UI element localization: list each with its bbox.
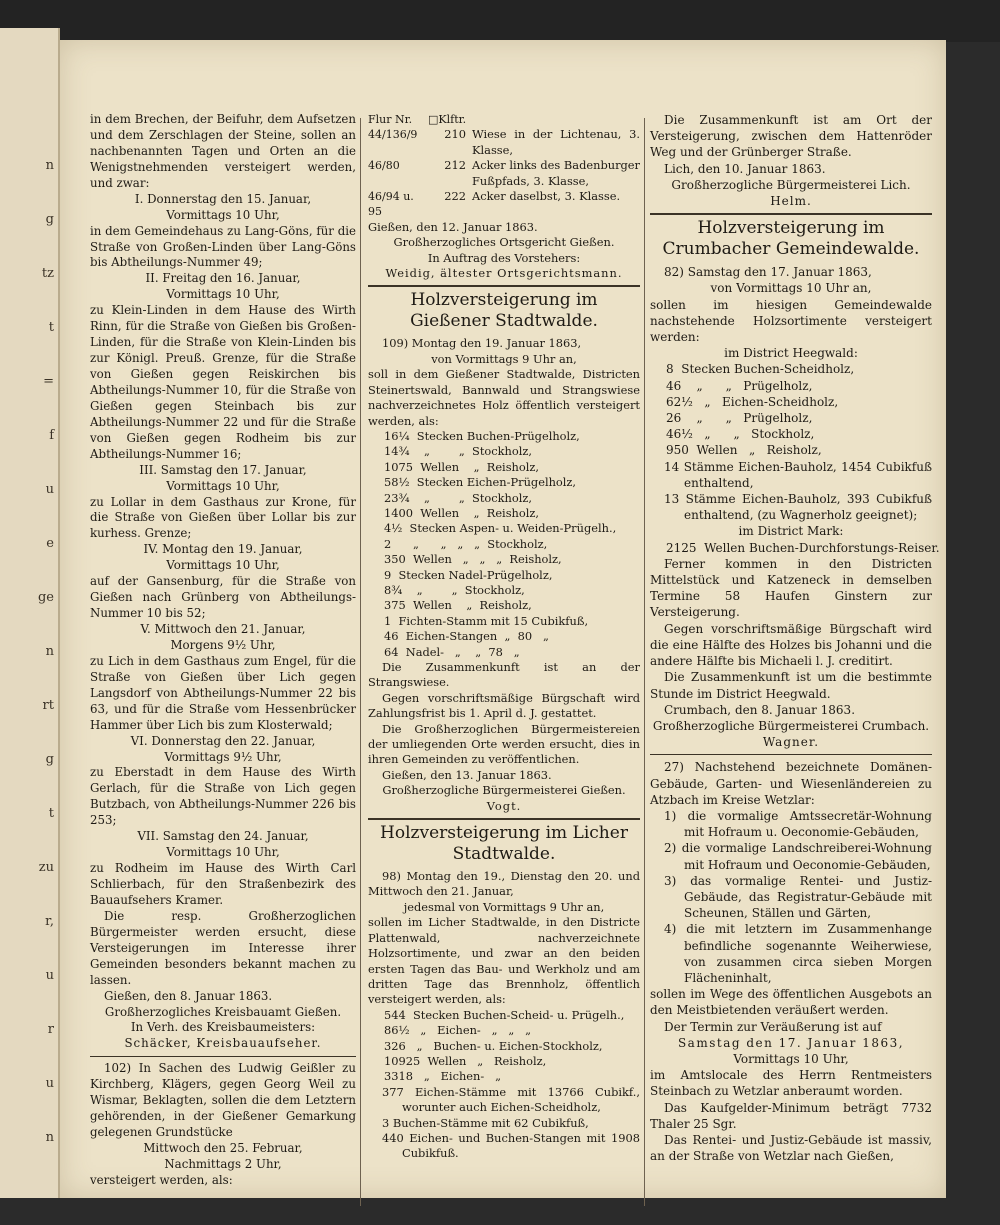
centered-line: Großherzogliches Kreisbauamt Gießen.	[104, 1004, 342, 1019]
list-item: 440 Eichen- und Buchen-Stangen mit 1908 Cubikfuß.	[382, 1130, 640, 1161]
list-row: 64 Nadel- „ „ 78 „	[384, 644, 520, 659]
lot-row	[368, 189, 640, 220]
section-heading: Holzversteigerung im Licher Stadtwalde.	[368, 818, 640, 865]
signature: Helm.	[770, 194, 812, 209]
list-row: 8 Stecken Buchen-Scheidholz,	[666, 362, 855, 377]
centered-line: Nachmittags 2 Uhr,	[164, 1156, 282, 1171]
paragraph: 98) Montag den 19., Dienstag den 20. und Mittwoch den 21. Januar,	[368, 869, 640, 899]
edge-fragment: e	[46, 536, 54, 551]
paragraph: 82) Samstag den 17. Januar 1863,	[664, 265, 872, 280]
list-item: 1) die vormalige Amtssecretär-Wohnung mit Hofraum u. Oeconomie-Gebäuden,	[664, 808, 932, 840]
edge-fragment: n	[45, 158, 54, 173]
centered-line: Vormittags 9½ Uhr,	[164, 749, 282, 764]
centered-line: Vormittags 10 Uhr,	[733, 1051, 849, 1066]
list-row: 1075 Wellen „ Reisholz,	[384, 459, 540, 474]
list-row: 375 Wellen „ Reisholz,	[384, 598, 532, 613]
centered-line: Mittwoch den 25. Februar,	[143, 1141, 303, 1155]
lot-size: 212	[444, 158, 466, 173]
centered-line: Vormittags 10 Uhr,	[166, 287, 280, 302]
edge-fragment: t	[48, 806, 54, 821]
centered-line: Großherzogliche Bürgermeisterei Crumbach.	[652, 718, 930, 733]
list-row: 9 Stecken Nadel-Prügelholz,	[384, 567, 553, 582]
list-row: 46 Eichen-Stangen „ 80 „	[384, 629, 549, 644]
edge-fragment: g	[45, 752, 54, 767]
paragraph: Ferner kommen in den Districten Mittelstück und Katzeneck in demselben Termine 58 Haufen Ginstern zur Versteigerung.	[650, 556, 932, 620]
column-rule	[360, 118, 361, 1206]
list-row: 1400 Wellen „ Reisholz,	[384, 505, 540, 520]
edge-fragment: u	[45, 482, 54, 497]
flur-header: Flur Nr.	[368, 113, 413, 126]
centered-line: Großherzogliches Ortsgericht Gießen.	[393, 235, 615, 250]
list-row: 26 „ „ Prügelholz,	[666, 411, 813, 426]
centered-line: jedesmal von Vormittags 9 Uhr an,	[403, 899, 605, 914]
paragraph: Gegen vorschriftsmäßige Bürgschaft wird die eine Hälfte des Holzes bis Johanni und die andere Hälfte bis Michaeli l. J. creditirt.	[650, 621, 932, 669]
edge-fragment: g	[45, 212, 54, 227]
lot-number: 44/136/9	[368, 128, 418, 142]
list-row: 2125 Wellen Buchen-Durchforstungs-Reiser.	[666, 540, 940, 555]
centered-line: IV. Montag den 19. Januar,	[143, 542, 303, 557]
signature: Vogt.	[486, 798, 522, 813]
centered-line: In Verh. des Kreisbaumeisters:	[130, 1020, 316, 1035]
paragraph: zu Lollar in dem Gasthaus zur Krone, für die Straße von Gießen über Lollar bis zur kurhess. Grenze;	[90, 494, 356, 541]
list-row: 58½ Stecken Eichen-Prügelholz,	[384, 475, 577, 490]
centered-line: VI. Donnerstag den 22. Januar,	[130, 733, 316, 748]
centered-line: V. Mittwoch den 21. Januar,	[140, 622, 306, 636]
signature: Schäcker, Kreisbauaufseher.	[124, 1036, 322, 1051]
list-row: 62½ „ Eichen-Scheidholz,	[666, 394, 839, 409]
lot-description: Acker links des Badenburger Fußpfads, 3. Klasse,	[472, 158, 640, 188]
centered-line: von Vormittags 9 Uhr an,	[431, 351, 577, 366]
list-item: 377 Eichen-Stämme mit 13766 Cubikf., worunter auch Eichen-Scheidholz,	[382, 1084, 640, 1115]
edge-fragment: u	[45, 968, 54, 983]
paragraph: zu Lich in dem Gasthaus zum Engel, für die Straße von Gießen über Lich gegen Langsdorf von Abtheilungs-Nummer 22 bis 63, und für die Straße vom Hessenbrücker Hammer über Lich bis zum Klosterwald;	[90, 653, 356, 732]
paragraph: auf der Gansenburg, für die Straße von Gießen nach Grünberg von Abtheilungs-Nummer 10 bis 52;	[90, 574, 356, 621]
paragraph: Gießen, den 12. Januar 1863.	[368, 219, 538, 234]
column-rule	[644, 118, 645, 1206]
column-1	[90, 112, 356, 1189]
paragraph: Das Rentei- und Justiz-Gebäude ist massiv, an der Straße von Wetzlar nach Gießen,	[650, 1132, 932, 1164]
lot-number: 46/80	[368, 159, 400, 173]
list-row: 4½ Stecken Aspen- u. Weiden-Prügelh.,	[384, 521, 617, 536]
lot-description: Acker daselbst, 3. Klasse.	[472, 189, 621, 204]
paragraph: Lich, den 10. Januar 1863.	[664, 161, 826, 176]
list-row: 2 „ „ „ „ Stockholz,	[384, 536, 548, 551]
centered-line: Morgens 9½ Uhr,	[170, 637, 276, 652]
centered-line: I. Donnerstag den 15. Januar,	[134, 191, 312, 206]
paragraph: Gießen, den 8. Januar 1863.	[104, 988, 273, 1003]
centered-line: Vormittags 10 Uhr,	[166, 207, 280, 222]
centered-line: II. Freitag den 16. Januar,	[145, 271, 301, 286]
paragraph: versteigert werden, als:	[90, 1172, 233, 1187]
left-page-edge	[0, 28, 60, 1198]
paragraph: 109) Montag den 19. Januar 1863,	[382, 336, 582, 351]
paragraph: Die Zusammenkunft ist um die bestimmte Stunde im District Heegwald.	[650, 670, 932, 701]
list-row: 46½ „ „ Stockholz,	[666, 427, 815, 442]
paragraph: 102) In Sachen des Ludwig Geißler zu Kirchberg, Klägers, gegen Georg Weil zu Wismar, Beklagten, sollen die dem Letztern gehörenden, in der Gießener Gemarkung gelegenen Grundstücke	[90, 1061, 356, 1140]
edge-fragment: zu	[38, 860, 54, 875]
signature: Weidig, ältester Ortsgerichtsmann.	[385, 266, 623, 281]
list-item: 3) das vormalige Rentei- und Justiz-Gebäude, das Registratur-Gebäude mit Scheunen, Ställen und Gärten,	[664, 873, 932, 921]
section-heading: Holzversteigerung im Gießener Stadtwalde.	[368, 285, 640, 332]
paragraph: Die Zusammenkunft ist an der Strangswiese.	[368, 660, 640, 690]
paragraph: Die resp. Großherzoglichen Bürgermeister werden ersucht, diese Versteigerungen im Interesse ihrer Gemeinden besonders bekannt machen zu lassen.	[90, 908, 356, 987]
scan-background	[0, 0, 1000, 42]
list-row: 950 Wellen „ Reisholz,	[666, 443, 822, 458]
paragraph: soll in dem Gießener Stadtwalde, Districten Steinertswald, Bannwald und Strangswiese nachverzeichnetes Holz öffentlich versteigert werden, als:	[368, 367, 640, 428]
list-row: 23¾ „ „ Stockholz,	[384, 490, 533, 505]
list-item: 13 Stämme Eichen-Bauholz, 393 Cubikfuß enthaltend, (zu Wagnerholz geeignet);	[664, 492, 932, 523]
paragraph: zu Rodheim im Hause des Wirth Carl Schlierbach, für den Straßenbezirk des Bauaufsehers Kramer.	[90, 861, 356, 907]
paragraph: Die Großherzoglichen Bürgermeistereien der umliegenden Orte werden ersucht, dies in ihren Gemeinden zu veröffentlichen.	[368, 721, 640, 767]
paragraph: in dem Brechen, der Beifuhr, dem Aufsetzen und dem Zerschlagen der Steine, sollen an nachbenannten Tagen und Orten an die Wenigstnehmenden versteigert werden, und zwar:	[90, 112, 356, 190]
list-row: 86½ „ Eichen- „ „ „	[384, 1023, 532, 1038]
list-row: 16¼ Stecken Buchen-Prügelholz,	[384, 428, 580, 443]
paragraph: zu Eberstadt in dem Hause des Wirth Gerlach, für die Straße von Lich gegen Butzbach, von Abtheilungs-Nummer 226 bis 253;	[90, 765, 356, 828]
edge-fragment: r	[47, 1022, 54, 1037]
list-row: 544 Stecken Buchen-Scheid- u. Prügelh.,	[384, 1007, 625, 1022]
edge-fragment: u	[45, 1076, 54, 1091]
centered-line: Vormittags 10 Uhr,	[166, 558, 280, 573]
edge-fragment: tz	[41, 266, 54, 281]
list-row: 3318 „ Eichen- „	[384, 1069, 501, 1084]
paragraph: in dem Gemeindehaus zu Lang-Göns, für die Straße von Großen-Linden über Lang-Göns bis Abtheilungs-Nummer 49;	[90, 223, 357, 270]
paragraph: Crumbach, den 8. Januar 1863.	[664, 702, 856, 717]
lot-list	[368, 127, 640, 219]
edge-fragment: t	[48, 320, 54, 335]
paragraph: im Amtslocale des Herrn Rentmeisters Steinbach zu Wetzlar anberaumt worden.	[650, 1068, 932, 1099]
signature: Wagner.	[762, 735, 820, 750]
centered-line: Großherzogliche Bürgermeisterei Lich.	[671, 177, 911, 192]
klftr-header: □Klftr.	[428, 113, 467, 126]
paragraph: Der Termin zur Veräußerung ist auf	[664, 1019, 882, 1034]
list-item: 14 Stämme Eichen-Bauholz, 1454 Cubikfuß enthaltend,	[664, 459, 932, 490]
centered-line: im District Mark:	[738, 524, 844, 539]
list-row: 14¾ „ „ Stockholz,	[384, 444, 533, 459]
centered-line: Vormittags 10 Uhr,	[166, 478, 280, 493]
paragraph: sollen im Licher Stadtwalde, in den Districte Plattenwald, nachverzeichnete Holzsortimente, und zwar an den beiden ersten Tagen das Bau- und Werkholz und am dritten Tage das Brennholz, öffentlich versteigert werden, als:	[368, 915, 640, 1007]
lot-row	[368, 158, 640, 189]
column-2	[368, 112, 640, 1162]
edge-fragment: f	[49, 428, 54, 443]
paragraph: Das Kaufgelder-Minimum beträgt 7732 Thaler 25 Sgr.	[650, 1100, 932, 1131]
lot-table-header	[368, 112, 640, 127]
edge-fragment: rt	[42, 698, 54, 713]
date-line: Samstag den 17. Januar 1863,	[677, 1035, 905, 1050]
paragraph: sollen im Wege des öffentlichen Ausgebots an den Meistbietenden veräußert werden.	[650, 987, 932, 1018]
centered-line: von Vormittags 10 Uhr an,	[710, 281, 872, 296]
list-row: 350 Wellen „ „ „ Reisholz,	[384, 552, 562, 567]
list-item: 3 Buchen-Stämme mit 62 Cubikfuß,	[382, 1115, 589, 1130]
list-row: 8¾ „ „ Stockholz,	[384, 582, 525, 597]
list-row: 46 „ „ Prügelholz,	[666, 378, 813, 393]
centered-line: VII. Samstag den 24. Januar,	[137, 829, 309, 844]
paragraph: 27) Nachstehend bezeichnete Domänen-Gebäude, Garten- und Wiesenländereien zu Atzbach im Kreise Wetzlar:	[650, 760, 932, 807]
lot-description: Wiese in der Lichtenau, 3. Klasse,	[472, 127, 640, 157]
section-divider	[650, 754, 932, 755]
list-row: 10925 Wellen „ Reisholz,	[384, 1053, 547, 1068]
edge-fragment: ge	[37, 590, 54, 605]
lot-row	[368, 127, 640, 158]
paragraph: Gießen, den 13. Januar 1863.	[382, 767, 552, 782]
section-heading: Holzversteigerung im Crumbacher Gemeindewalde.	[650, 213, 932, 260]
list-row: 1 Fichten-Stamm mit 15 Cubikfuß,	[384, 613, 589, 628]
newspaper-page	[60, 40, 946, 1198]
edge-fragment: n	[45, 1130, 54, 1145]
centered-line: Großherzogliche Bürgermeisterei Gießen.	[382, 783, 626, 798]
centered-line: im District Heegwald:	[724, 346, 858, 361]
lot-table	[368, 112, 640, 220]
edge-fragment: n	[45, 644, 54, 659]
section-divider	[90, 1056, 356, 1057]
centered-line: In Auftrag des Vorstehers:	[427, 250, 581, 265]
centered-line: III. Samstag den 17. Januar,	[139, 462, 307, 477]
lot-number: 46/94 u. 95	[368, 190, 414, 219]
lot-size: 222	[444, 189, 466, 204]
edge-fragment: =	[43, 374, 54, 389]
paragraph: zu Klein-Linden in dem Hause des Wirth Rinn, für die Straße von Gießen bis Großen-Linden, für die Straße von Klein-Linden bis zur Königl. Preuß. Grenze, für die Straße von Gießen gegen Reiskirchen bis Abtheilungs-Nummer 10, für die Straße von Gießen gegen Steinbach bis zur Abtheilungs-Nummer 22 und für die Straße von Gießen gegen Rodheim bis zur Abtheilungs-Nummer 16;	[90, 303, 356, 461]
paragraph: Gegen vorschriftsmäßige Bürgschaft wird Zahlungsfrist bis 1. April d. J. gestattet.	[368, 690, 640, 721]
list-row: 326 „ Buchen- u. Eichen-Stockholz,	[384, 1038, 603, 1053]
column-2-body	[368, 220, 640, 1162]
edge-fragment: r,	[45, 914, 54, 929]
list-item: 4) die mit letztern im Zusammenhange befindliche sogenannte Weiherwiese, von zusammen circa sieben Morgen Flächeninhalt,	[664, 922, 932, 985]
column-3	[650, 112, 940, 1164]
lot-size: 210	[444, 127, 466, 142]
list-item: 2) die vormalige Landschreiberei-Wohnung mit Hofraum und Oeconomie-Gebäuden,	[664, 841, 932, 872]
paragraph: sollen im hiesigen Gemeindewalde nachstehende Holzsortimente versteigert werden:	[650, 297, 932, 345]
paragraph: Die Zusammenkunft ist am Ort der Versteigerung, zwischen dem Hattenröder Weg und der Grünberger Straße.	[650, 113, 932, 160]
centered-line: Vormittags 10 Uhr,	[166, 845, 280, 860]
